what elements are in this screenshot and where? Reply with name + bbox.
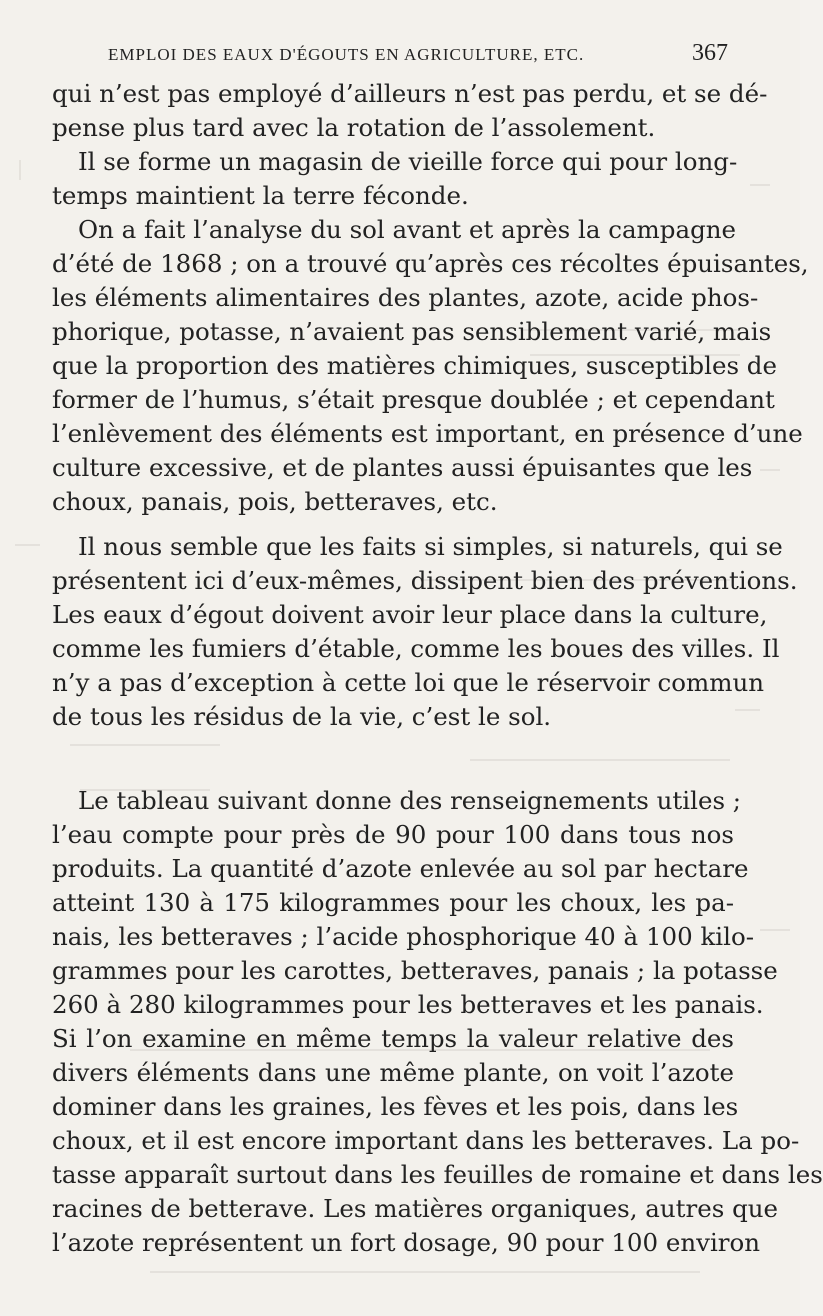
- text-line-19: de tous les résidus de la vie, c’est le sol.: [52, 702, 552, 731]
- running-header: [108, 40, 728, 67]
- text-line-24: nais, les betteraves ; l’acide phosphorique 40 à 100 kilo-: [52, 922, 755, 951]
- text-line-16: Les eaux d’égout doivent avoir leur place dans la culture,: [52, 600, 768, 629]
- text-line-10: former de l’humus, s’était presque doublée ; et cependant: [52, 385, 775, 414]
- text-line-7: les éléments alimentaires des plantes, azote, acide phos-: [52, 283, 759, 312]
- text-line-13: choux, panais, pois, betteraves, etc.: [52, 487, 498, 516]
- text-line-4: temps maintient la terre féconde.: [52, 181, 469, 210]
- text-line-17: comme les fumiers d’étable, comme les boues des villes. Il: [52, 634, 780, 663]
- text-line-20: Le tableau suivant donne des renseignements utiles ;: [78, 786, 742, 815]
- text-line-1: qui n’est pas employé d’ailleurs n’est pas perdu, et se dé-: [52, 79, 768, 108]
- text-line-14: Il nous semble que les faits si simples, si naturels, qui se: [78, 532, 783, 561]
- text-line-3: Il se forme un magasin de vieille force qui pour long-: [78, 147, 738, 176]
- text-line-9: que la proportion des matières chimiques, susceptibles de: [52, 351, 777, 380]
- text-line-32: racines de betterave. Les matières organiques, autres que: [52, 1194, 779, 1223]
- running-head-title: EMPLOI DES EAUX D'ÉGOUTS EN AGRICULTURE, ETC.: [108, 45, 585, 64]
- text-line-30: choux, et il est encore important dans les betteraves. La po-: [52, 1126, 800, 1155]
- text-line-11: l’enlèvement des éléments est important, en présence d’une: [52, 419, 803, 448]
- text-line-27: Si l’on examine en même temps la valeur relative des: [52, 1024, 734, 1053]
- text-line-23: atteint 130 à 175 kilogrammes pour les choux, les pa-: [52, 888, 734, 917]
- text-line-31: tasse apparaît surtout dans les feuilles de romaine et dans les: [52, 1160, 823, 1189]
- text-line-8: phorique, potasse, n’avaient pas sensiblement varié, mais: [52, 317, 772, 346]
- text-line-33: l’azote représentent un fort dosage, 90 pour 100 environ: [52, 1228, 761, 1257]
- text-line-25: grammes pour les carottes, betteraves, panais ; la potasse: [52, 956, 778, 985]
- text-line-21: l’eau compte pour près de 90 pour 100 dans tous nos: [52, 820, 734, 849]
- text-line-29: dominer dans les graines, les fèves et les pois, dans les: [52, 1092, 739, 1121]
- text-line-18: n’y a pas d’exception à cette loi que le réservoir commun: [52, 668, 765, 697]
- page-number: 367: [692, 40, 728, 66]
- text-line-22: produits. La quantité d’azote enlevée au sol par hectare: [52, 854, 749, 883]
- text-line-5: On a fait l’analyse du sol avant et après la campagne: [78, 215, 737, 244]
- text-line-12: culture excessive, et de plantes aussi épuisantes que les: [52, 453, 753, 482]
- text-line-2: pense plus tard avec la rotation de l’assolement.: [52, 113, 656, 142]
- text-line-28: divers éléments dans une même plante, on voit l’azote: [52, 1058, 734, 1087]
- text-line-15: présentent ici d’eux-mêmes, dissipent bien des préventions.: [52, 566, 798, 595]
- text-line-6: d’été de 1868 ; on a trouvé qu’après ces récoltes épuisantes,: [52, 249, 809, 278]
- text-line-26: 260 à 280 kilogrammes pour les betteraves et les panais.: [52, 990, 764, 1019]
